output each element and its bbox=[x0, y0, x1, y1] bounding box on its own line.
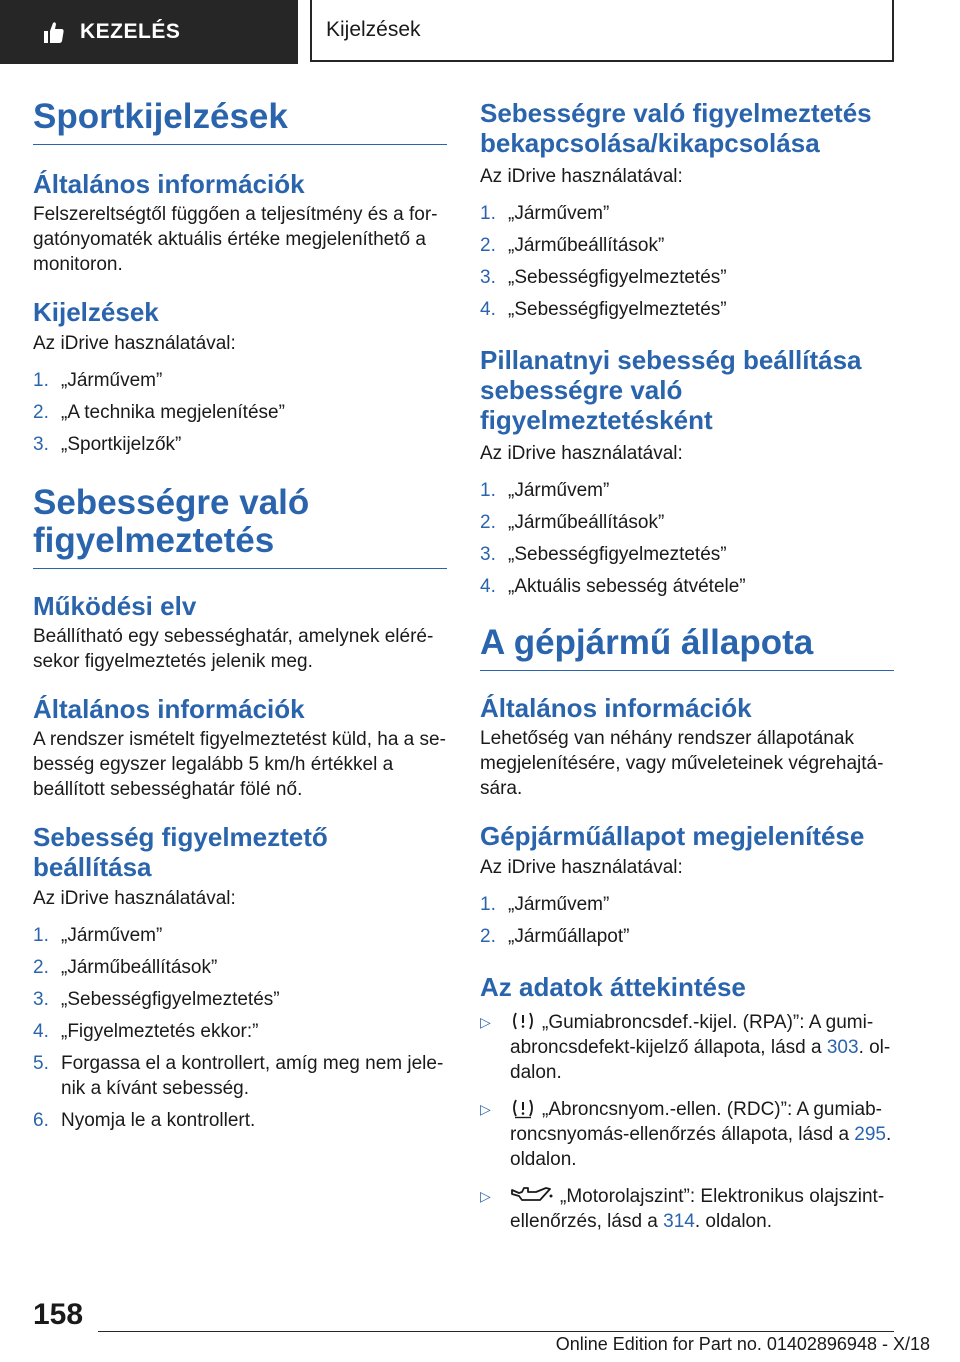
heading-principle: Működési elv bbox=[33, 591, 197, 621]
heading-current-speed: Pillanatnyi sebesség beállítása sebességre való figyelmeztetésként bbox=[480, 345, 862, 435]
heading-speed-setting: Sebesség figyelmeztető beállítása bbox=[33, 822, 328, 882]
steps-list-vehicle-status bbox=[480, 892, 894, 949]
list-item: 2. „A technika megjelenítése” bbox=[33, 402, 285, 423]
heading-vehicle-status-display: Gépjárműállapot megjelenítése bbox=[480, 821, 865, 851]
heading-speed-warning: Sebességre való figyelmeztetés bbox=[33, 484, 447, 569]
chapter-tab-label: Kijelzések bbox=[326, 18, 421, 41]
list-item: 4. „Figyelmeztetés ekkor:” bbox=[33, 1021, 259, 1042]
heading-displays: Kijelzések bbox=[33, 297, 159, 327]
oil-can-icon bbox=[510, 1184, 554, 1206]
list-item: ▷ „Abroncsnyom.-ellen. (RDC)”: A gumiabroncsnyomás-ellenőrzés állapota, lásd a 295. oldalon. bbox=[480, 1099, 892, 1170]
page-link-314[interactable]: 314 bbox=[663, 1211, 695, 1232]
list-item: 3. „Sebességfigyelmeztetés” bbox=[480, 267, 727, 288]
list-item: ▷ „Gumiabroncsdef.-kijel. (RPA)”: A gumiabroncsdefekt-kijelző állapota, lásd a 303. oldalon. bbox=[480, 1012, 891, 1083]
steps-list-on-off bbox=[480, 201, 894, 322]
list-item: 1. „Járművem” bbox=[480, 203, 610, 224]
steps-list-speed-setting bbox=[33, 923, 447, 1133]
overview-list bbox=[480, 1010, 894, 1234]
paragraph-idrive: Az iDrive használatával: bbox=[33, 888, 236, 909]
list-item: 4. „Aktuális sebesség átvétele” bbox=[480, 576, 746, 597]
list-item: 5. Forgassa el a kontrollert, amíg meg nem jelenik a kívánt sebesség. bbox=[33, 1053, 444, 1099]
paragraph-idrive: Az iDrive használatával: bbox=[480, 166, 683, 187]
page-link-295[interactable]: 295 bbox=[854, 1124, 886, 1145]
left-column bbox=[33, 98, 447, 1140]
section-tab-label: KEZELÉS bbox=[80, 20, 181, 43]
right-column bbox=[480, 98, 894, 1246]
list-item: 6. Nyomja le a kontrollert. bbox=[33, 1110, 256, 1131]
list-item: 2. „Járműbeállítások” bbox=[33, 957, 218, 978]
steps-list-current-speed bbox=[480, 478, 894, 599]
section-tab bbox=[0, 0, 298, 64]
paragraph-general-info-2: A rendszer ismételt figyelmeztetést küld, ha a sebesség egyszer legalább 5 km/h értékkel a beállított sebességhatár fölé nő. bbox=[33, 729, 446, 800]
list-item: 2. „Járműbeállítások” bbox=[480, 512, 665, 533]
paragraph-principle: Beállítható egy sebességhatár, amelynek elérésekor figyelmeztetés jelenik meg. bbox=[33, 626, 434, 672]
list-item: 1. „Járművem” bbox=[480, 480, 610, 501]
list-item: 1. „Járművem” bbox=[33, 925, 163, 946]
heading-vehicle-status: A gépjármű állapota bbox=[480, 624, 894, 671]
list-item: ▷ „Motorolajszint”: Elektronikus olajszint-ellenőrzés, lásd a 314. oldalon. bbox=[480, 1186, 885, 1232]
list-item: 3. „Sebességfigyelmeztetés” bbox=[33, 989, 280, 1010]
heading-sport-displays: Sportkijelzések bbox=[33, 98, 447, 145]
list-item: 3. „Sportkijelzők” bbox=[33, 434, 182, 455]
page-number: 158 bbox=[33, 1298, 84, 1331]
tire-pressure-icon bbox=[510, 1097, 536, 1119]
list-item: 2. „Járműbeállítások” bbox=[480, 235, 665, 256]
heading-general-info-3: Általános információk bbox=[480, 693, 752, 723]
tire-warning-icon bbox=[510, 1010, 536, 1032]
footer-edition: Online Edition for Part no. 01402896948 - X/18 bbox=[555, 1334, 930, 1354]
heading-data-overview: Az adatok áttekintése bbox=[480, 972, 746, 1002]
heading-general-info: Általános információk bbox=[33, 169, 305, 199]
footer-divider bbox=[98, 1331, 894, 1332]
paragraph-general-info-3: Lehetőség van néhány rendszer állapotának megjelenítésére, vagy műveleteinek végrehajtására. bbox=[480, 728, 884, 799]
steps-list-displays bbox=[33, 368, 447, 457]
hand-icon bbox=[38, 17, 68, 47]
list-item: 1. „Járművem” bbox=[33, 370, 163, 391]
paragraph-idrive: Az iDrive használatával: bbox=[480, 443, 683, 464]
chapter-tab bbox=[310, 0, 894, 62]
list-item: 3. „Sebességfigyelmeztetés” bbox=[480, 544, 727, 565]
page-link-303[interactable]: 303 bbox=[826, 1037, 859, 1058]
list-item: 4. „Sebességfigyelmeztetés” bbox=[480, 299, 727, 320]
list-item: 2. „Járműállapot” bbox=[480, 926, 630, 947]
paragraph-idrive: Az iDrive használatával: bbox=[480, 857, 683, 878]
list-item: 1. „Járművem” bbox=[480, 894, 610, 915]
paragraph-idrive: Az iDrive használatával: bbox=[33, 333, 236, 354]
heading-warning-on-off: Sebességre való figyelmeztetés bekapcsolása/kikapcsolása bbox=[480, 98, 872, 158]
heading-general-info-2: Általános információk bbox=[33, 694, 305, 724]
paragraph-general-info: Felszereltségtől függően a teljesítmény és a forgatónyomaték aktuális értéke megjeleníthető a monitoron. bbox=[33, 204, 438, 275]
